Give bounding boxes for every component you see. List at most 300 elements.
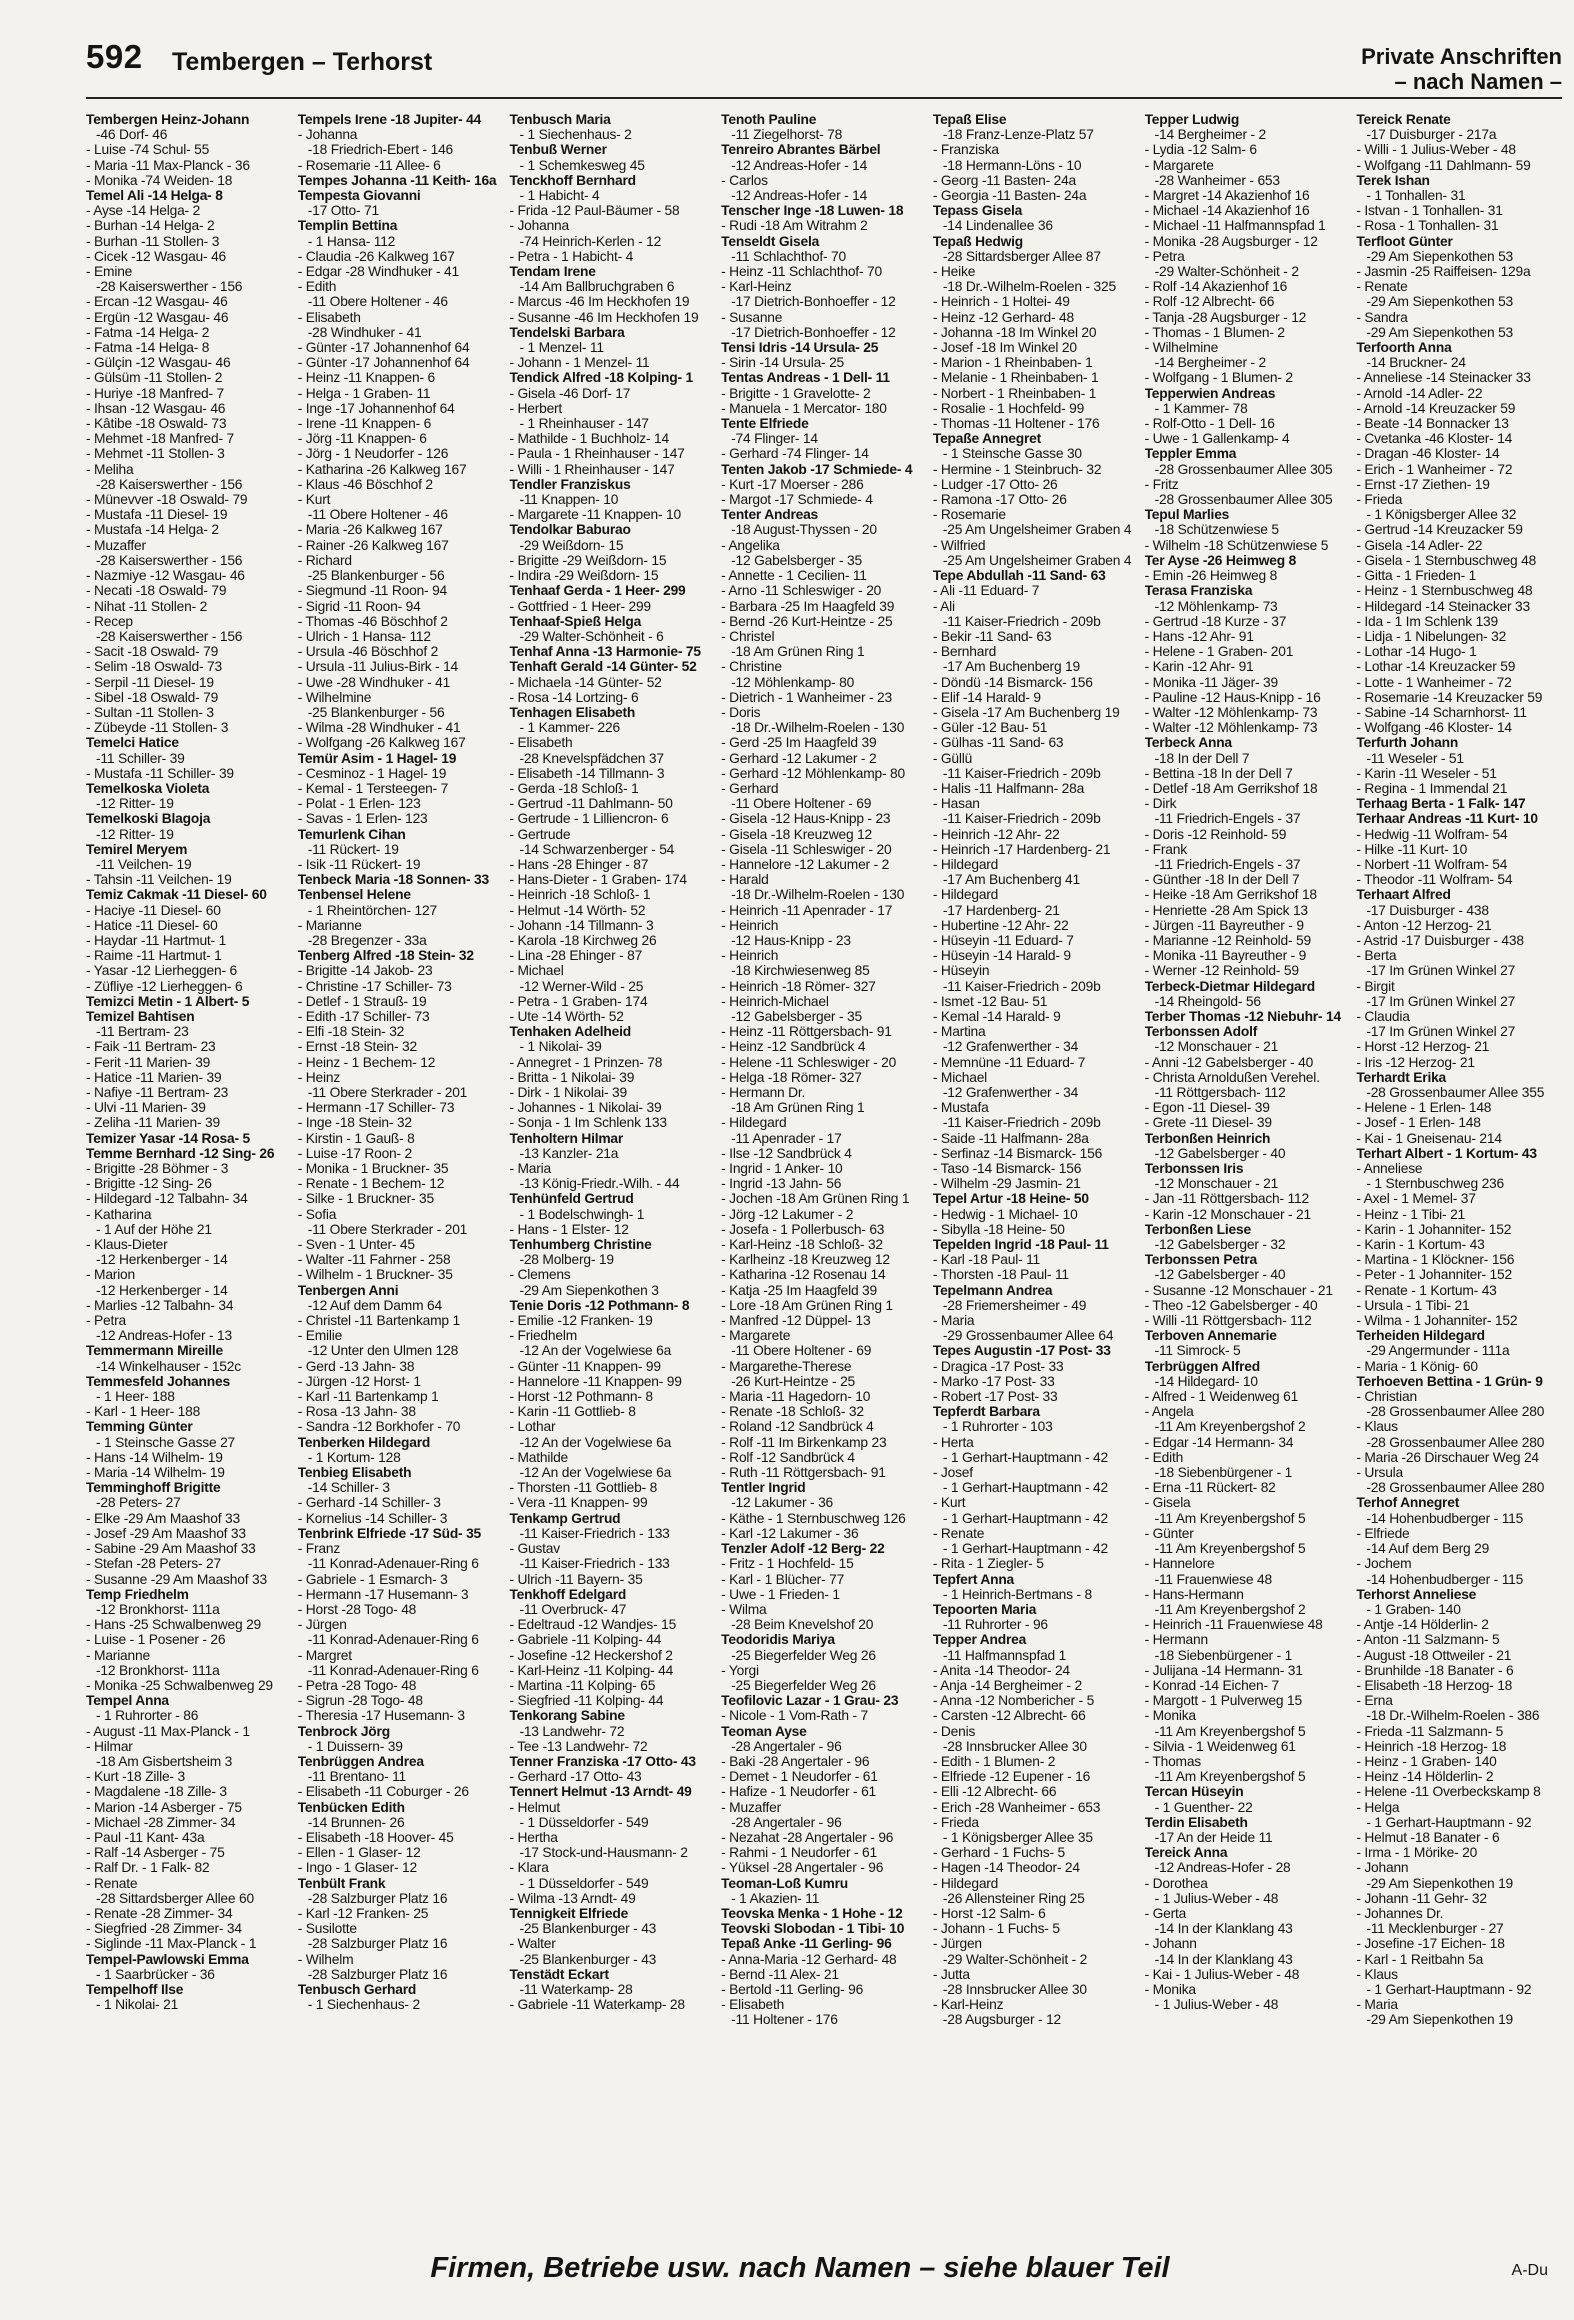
directory-entry: - Faik -11 Bertram- 23	[86, 1039, 216, 1055]
directory-entry: - Wilhelm -18 Schützenwiese 5	[1144, 537, 1329, 553]
directory-entry: Tepferdt Barbara	[932, 1404, 1040, 1420]
directory-entry: - Hannelore -11 Knappen- 99	[509, 1373, 682, 1389]
directory-entry: - Wilma - 1 Johanniter- 152	[1356, 1313, 1518, 1329]
directory-entry: -18 Schützenwiese 5	[1154, 522, 1279, 538]
directory-entry: - Heinz -11 Röttgersbach- 91	[721, 1024, 892, 1040]
directory-entry: - Heinz - 1 Graben- 140	[1356, 1753, 1497, 1769]
directory-entry: -28 Angertaler - 96	[731, 1738, 842, 1754]
directory-entry: -18 Am Gisbertsheim 3	[96, 1753, 233, 1769]
directory-entry: - Susilotte	[297, 1921, 357, 1937]
directory-entry: Tenhaken Adelheid	[509, 1024, 631, 1040]
directory-entry: Temminghoff Brigitte	[86, 1480, 221, 1496]
directory-entry: Terbrüggen Alfred	[1144, 1358, 1261, 1374]
directory-entry: Tentler Ingrid	[721, 1480, 806, 1496]
directory-entry: -18 Siebenbürgener - 1	[1154, 1647, 1293, 1663]
directory-entry: - Taso -14 Bismarck- 156	[932, 1161, 1082, 1177]
directory-entry: -28 Grossenbaumer Allee 355	[1366, 1085, 1545, 1100]
directory-entry: - Yüksel -28 Angertaler - 96	[721, 1860, 884, 1876]
directory-entry: Tendler Franziskus	[509, 476, 631, 492]
header-rule	[86, 97, 1562, 99]
directory-entry: - Kemal - 1 Tersteegen- 7	[297, 780, 449, 796]
directory-entry: - Johann -11 Gehr- 32	[1356, 1890, 1487, 1906]
directory-entry: Tenckhoff Bernhard	[509, 172, 636, 188]
directory-entry: - Ayse -14 Helga- 2	[86, 203, 201, 219]
directory-entry: Terbonssen Petra	[1144, 1252, 1257, 1268]
directory-entry: - Gisela - 1 Sternbuschweg 48	[1356, 552, 1537, 568]
directory-entry: - Ilse -12 Sandbrück 4	[721, 1145, 852, 1161]
directory-entry: - Renate	[1356, 279, 1408, 295]
directory-entry: - Gisela -46 Dorf- 17	[509, 385, 631, 401]
directory-entry: - Gabriele - 1 Esmarch- 3	[297, 1571, 448, 1587]
directory-entry: - Christine -17 Schiller- 73	[297, 978, 452, 994]
directory-entry: - Sultan -11 Stollen- 3	[86, 704, 214, 720]
directory-entry: - Nihat -11 Stollen- 2	[86, 598, 208, 614]
directory-entry: - Carlos	[721, 172, 768, 188]
directory-entry: Tenten Jakob -17 Schmiede- 4	[721, 461, 913, 477]
directory-entry: - August -18 Ottweiler - 21	[1356, 1647, 1512, 1663]
directory-entry: -11 Friedrich-Engels - 37	[1154, 811, 1301, 827]
directory-column-4	[721, 112, 927, 2200]
directory-entry: - Tee -13 Landwehr- 72	[509, 1738, 648, 1754]
directory-entry: - Erna	[1356, 1693, 1393, 1709]
directory-entry: -18 Hermann-Löns - 10	[942, 157, 1082, 173]
directory-entry: - Dragica -17 Post- 33	[932, 1358, 1064, 1374]
directory-entry: - Jutta	[932, 1966, 970, 1982]
directory-entry: -12 An der Vogelwiese 6a	[519, 1434, 672, 1450]
directory-entry: -28 Friemersheimer - 49	[942, 1297, 1087, 1313]
directory-entry: - Mathilde	[509, 1449, 569, 1465]
directory-entry: - Michael	[509, 963, 564, 979]
directory-entry: Tenkhoff Edelgard	[509, 1586, 627, 1602]
directory-entry: - Fatma -14 Helga- 2	[86, 324, 210, 340]
directory-entry: - Ute -14 Wörth- 52	[509, 1008, 624, 1024]
directory-entry: - 1 Gerhart-Hauptmann - 42	[942, 1480, 1108, 1496]
directory-entry: - Edith	[297, 279, 337, 295]
directory-entry: Terasa Franziska	[1144, 583, 1253, 599]
directory-entry: - Josef	[932, 1465, 973, 1481]
directory-entry: - Brigitte -14 Jakob- 23	[297, 963, 433, 979]
directory-entry: Tepaß Elise	[932, 112, 1007, 127]
directory-entry: Tenkorang Sabine	[509, 1708, 625, 1724]
directory-entry: -12 Gabelsberger - 40	[1154, 1145, 1286, 1161]
directory-entry: - Gabriele -11 Kolping- 44	[509, 1632, 662, 1648]
directory-entry: - Johannes Dr.	[1356, 1905, 1444, 1921]
directory-entry: -11 Holtener - 176	[731, 2012, 838, 2028]
directory-entry: -18 Kirchwiesenweg 85	[731, 963, 870, 979]
directory-entry: - Ellen - 1 Glaser- 12	[297, 1845, 421, 1861]
directory-entry: Terheiden Hildegard	[1356, 1328, 1485, 1344]
directory-entry: - Arnold -14 Adler- 22	[1356, 385, 1483, 401]
directory-entry: - Polat - 1 Erlen- 123	[297, 796, 421, 812]
directory-entry: -11 Kaiser-Friedrich - 209b	[942, 811, 1101, 827]
directory-entry: - Indira -29 Weißdorn- 15	[509, 568, 659, 584]
directory-entry: - Maria	[932, 1313, 975, 1329]
directory-entry: - Mustafa -11 Schiller- 39	[86, 765, 234, 781]
directory-entry: -14 Am Ballbruchgraben 6	[519, 279, 675, 295]
directory-entry: -11 Obere Holtener - 46	[307, 294, 448, 310]
directory-entry: -12 An der Vogelwiese 6a	[519, 1465, 672, 1481]
directory-entry: Tempesta Giovanni	[297, 188, 421, 204]
directory-entry: -12 Andreas-Hofer - 28	[1154, 1860, 1291, 1876]
directory-entry: Tensi Idris -14 Ursula- 25	[721, 340, 879, 356]
directory-entry: - Kurt -17 Moerser - 286	[721, 476, 864, 492]
directory-entry: -17 Dietrich-Bonhoeffer - 12	[731, 324, 896, 340]
directory-entry: Terber Thomas -12 Niebuhr- 14	[1144, 1008, 1341, 1024]
directory-entry: - Brigitte - 1 Gravelotte- 2	[721, 385, 871, 401]
directory-entry: -11 Am Kreyenbergshof 5	[1154, 1510, 1306, 1526]
directory-entry: - August -11 Max-Planck - 1	[86, 1723, 250, 1739]
directory-entry: - Michaela -14 Günter- 52	[509, 674, 662, 690]
directory-entry: -14 Hildegard- 10	[1154, 1373, 1258, 1389]
directory-entry: - Yasar -12 Lierheggen- 6	[86, 963, 237, 979]
directory-entry: - Heinrich -18 Schloß- 1	[509, 887, 651, 903]
directory-entry: - Raime -11 Hartmut- 1	[86, 948, 222, 964]
directory-entry: - Josef -29 Am Maashof 33	[86, 1525, 246, 1541]
directory-entry: - Fritz	[1144, 476, 1179, 492]
directory-entry: - Thorsten -18 Paul- 11	[932, 1267, 1069, 1283]
directory-entry: -17 Otto- 71	[307, 203, 379, 219]
directory-entry: - Günter	[1144, 1525, 1194, 1541]
directory-entry: - Heinrich -11 Frauenwiese 48	[1144, 1617, 1323, 1633]
directory-entry: - Gertrude	[509, 826, 571, 842]
directory-entry: Tenhünfeld Gertrud	[509, 1191, 634, 1207]
directory-entry: -12 Möhlenkamp- 73	[1154, 598, 1278, 614]
directory-entry: - Sigrun -28 Togo- 48	[297, 1693, 423, 1709]
directory-entry: Temirel Meryem	[86, 841, 188, 857]
directory-entry: - Norbert -11 Wolfram- 54	[1356, 856, 1508, 872]
directory-entry: - Rolf -12 Albrecht- 66	[1144, 294, 1275, 310]
directory-entry: Temming Günter	[86, 1419, 193, 1435]
directory-entry: -26 Kurt-Heintze - 25	[731, 1373, 856, 1389]
directory-entry: - Emilie -12 Franken- 19	[509, 1313, 653, 1329]
directory-entry: -11 Frauenwiese 48	[1154, 1571, 1272, 1587]
directory-entry: Tenholtern Hilmar	[509, 1130, 624, 1146]
directory-entry: - Monika -28 Augsburger - 12	[1144, 233, 1318, 249]
directory-entry: -18 In der Dell 7	[1154, 750, 1250, 766]
directory-entry: - Hubertine -12 Ahr- 22	[932, 917, 1069, 933]
directory-entry: - Heinz -12 Sandbrück 4	[721, 1039, 866, 1055]
directory-entry: - 1 Gerhart-Hauptmann - 92	[1366, 1981, 1532, 1997]
directory-entry: - Maria	[1356, 1997, 1398, 2013]
directory-entry: - Savas - 1 Erlen- 123	[297, 811, 428, 827]
directory-entry: - Bekir -11 Sand- 63	[932, 628, 1052, 644]
directory-entry: - Jörg - 1 Neudorfer - 126	[297, 446, 449, 462]
directory-entry: - Rahmi - 1 Neudorfer - 61	[721, 1845, 877, 1861]
directory-entry: - Elfi -18 Stein- 32	[297, 1024, 405, 1040]
directory-entry: - Tanja -28 Augsburger - 12	[1144, 309, 1307, 325]
directory-entry: - Monika -11 Jäger- 39	[1144, 674, 1278, 690]
directory-entry: - Silvia - 1 Weidenweg 61	[1144, 1738, 1296, 1754]
directory-entry: - Manuela - 1 Mercator- 180	[721, 400, 887, 416]
directory-entry: -11 Simrock- 5	[1154, 1343, 1241, 1359]
directory-entry: - Maria -14 Wilhelm- 19	[86, 1465, 225, 1481]
directory-entry: - Karin -11 Weseler - 51	[1356, 765, 1497, 781]
directory-entry: Temurlenk Cihan	[297, 826, 406, 842]
directory-entry: - Gülhas -11 Sand- 63	[932, 735, 1064, 751]
directory-entry: - Sandra -12 Borkhofer - 70	[297, 1419, 461, 1435]
directory-entry: - Ernst -18 Stein- 32	[297, 1039, 417, 1055]
directory-entry: - Bernd -11 Alex- 21	[721, 1966, 839, 1982]
directory-entry: Tepe Abdullah -11 Sand- 63	[932, 568, 1106, 584]
directory-entry: -12 Ritter- 19	[96, 796, 174, 812]
directory-entry: - Heinrich - 1 Holtei- 49	[932, 294, 1070, 310]
directory-entry: - Brigitte -28 Böhmer - 3	[86, 1161, 229, 1177]
directory-entry: Tenbusch Gerhard	[297, 1981, 417, 1997]
directory-entry: -12 Monschauer - 21	[1154, 1176, 1279, 1192]
directory-entry: - Gisela	[1144, 1495, 1191, 1511]
directory-entry: -17 Hardenberg- 21	[942, 902, 1060, 918]
directory-entry: - Emilie	[297, 1328, 343, 1344]
directory-entry: - Anton -11 Salzmann- 5	[1356, 1632, 1500, 1648]
directory-entry: - Beate -14 Bonnacker 13	[1356, 416, 1509, 432]
directory-entry: Ter Ayse -26 Heimweg 8	[1144, 552, 1297, 568]
directory-entry: Temp Friedhelm	[86, 1586, 189, 1602]
directory-column-6	[1145, 112, 1351, 2200]
directory-entry: Teovska Menka - 1 Hohe - 12	[721, 1905, 903, 1921]
directory-entry: - Christa Arnoldußen Verehel.	[1144, 1069, 1320, 1085]
directory-entry: - 1 Menzel- 11	[519, 340, 604, 356]
directory-entry: Tenbrüggen Andrea	[297, 1753, 424, 1769]
directory-entry: -11 Schiller- 39	[96, 750, 185, 766]
directory-entry: -28 Knevelspfädchen 37	[519, 750, 664, 766]
directory-entry: -74 Heinrich-Kerlen - 12	[519, 233, 662, 249]
directory-column-2	[298, 112, 504, 2200]
directory-entry: Terhaar Andreas -11 Kurt- 10	[1356, 811, 1538, 827]
directory-entry: Temelci Hatice	[86, 735, 179, 751]
directory-entry: - Hildegard	[932, 887, 999, 903]
directory-entry: -12 Gabelsberger - 32	[1154, 1237, 1286, 1253]
directory-entry: - Ergün -12 Wasgau- 46	[86, 309, 229, 325]
directory-entry: - 1 Königsberger Allee 32	[1366, 507, 1517, 523]
directory-entry: -25 Biegerfelder Weg 26	[731, 1647, 876, 1663]
directory-entry: - Edith - 1 Blumen- 2	[932, 1753, 1056, 1769]
directory-entry: - Johanna	[509, 218, 570, 234]
directory-entry: - Ernst -17 Ziethen- 19	[1356, 476, 1490, 492]
directory-entry: - Frieda	[932, 1814, 979, 1830]
directory-entry: -11 Kaiser-Friedrich - 133	[519, 1525, 670, 1541]
directory-entry: - Walter -12 Möhlenkamp- 73	[1144, 720, 1318, 736]
directory-entry: - Kemal -14 Harald- 9	[932, 1008, 1061, 1024]
directory-entry: -28 Windhuker - 41	[307, 324, 422, 340]
directory-entry: - Monika -11 Bayreuther - 9	[1144, 948, 1307, 964]
directory-entry: - Michael	[932, 1069, 988, 1085]
directory-entry: - Anna-Maria -12 Gerhard- 48	[721, 1951, 897, 1967]
directory-entry: - Kurt -18 Zille- 3	[86, 1769, 185, 1785]
directory-entry: -11 Rückert- 19	[307, 841, 399, 857]
directory-entry: - Necati -18 Oswald- 79	[86, 583, 227, 599]
directory-entry: - Berta	[1356, 948, 1397, 964]
directory-entry: - Ali	[932, 598, 955, 614]
directory-entry: - Susanne	[721, 309, 783, 325]
directory-entry: Terhardt Erika	[1356, 1069, 1447, 1085]
directory-entry: -14 In der Klanklang 43	[1154, 1951, 1293, 1967]
directory-entry: - Rainer -26 Kalkweg 167	[297, 537, 449, 553]
directory-entry: - Elke -29 Am Maashof 33	[86, 1510, 240, 1526]
directory-entry: - Münevver -18 Oswald- 79	[86, 492, 248, 508]
directory-entry: Terbonßen Liese	[1144, 1221, 1251, 1237]
directory-entry: - Heinrich	[721, 917, 779, 933]
directory-entry: Tenhaf Anna -13 Harmonie- 75	[509, 644, 701, 660]
directory-entry: Tenreiro Abrantes Bärbel	[721, 142, 881, 158]
directory-entry: - Karin - 1 Kortum- 43	[1356, 1237, 1485, 1253]
directory-entry: - Sigrid -11 Roon- 94	[297, 598, 421, 614]
directory-entry: Tepelden Ingrid -18 Paul- 11	[932, 1237, 1109, 1253]
directory-entry: - Günter -11 Knappen- 99	[509, 1358, 661, 1374]
directory-entry: - Walter	[509, 1936, 556, 1952]
directory-entry: - Wilhelmine	[1144, 340, 1219, 356]
directory-entry: Tepul Marlies	[1144, 507, 1230, 523]
directory-entry: - Claudia	[1356, 1008, 1410, 1024]
directory-entry: -11 Veilchen- 19	[96, 856, 192, 872]
directory-entry: - Georg -11 Basten- 24a	[932, 172, 1077, 188]
directory-entry: -11 Mecklenburger - 27	[1366, 1921, 1504, 1937]
directory-entry: - Ursula	[1356, 1465, 1404, 1481]
directory-entry: - Regina - 1 Immendal 21	[1356, 780, 1508, 796]
directory-entry: - Christel -11 Bartenkamp 1	[297, 1313, 460, 1329]
directory-entry: - Mehmet -18 Manfred- 7	[86, 431, 234, 447]
directory-entry: -11 Overbruck- 47	[519, 1601, 627, 1617]
directory-entry: -14 Lindenallee 36	[942, 218, 1053, 234]
directory-entry: - Helene -11 Overbeckskamp 8	[1356, 1784, 1541, 1800]
directory-entry: -17 Duisburger - 217a	[1366, 127, 1497, 143]
directory-entry: -18 Siebenbürgener - 1	[1154, 1465, 1293, 1481]
directory-entry: Tenstädt Eckart	[509, 1966, 609, 1982]
directory-entry: Terhaart Alfred	[1356, 887, 1451, 903]
directory-entry: - Josefine -12 Heckershof 2	[509, 1647, 673, 1663]
directory-entry: - Gisela -18 Kreuzweg 12	[721, 826, 873, 842]
directory-entry: Tenhaft Gerald -14 Günter- 52	[509, 659, 697, 675]
directory-entry: - Ursula -46 Böschhof 2	[297, 644, 439, 660]
directory-entry: - Karl -18 Paul- 11	[932, 1252, 1041, 1268]
directory-entry: Terhof Annegret	[1356, 1495, 1460, 1511]
directory-entry: - Gülçin -12 Wasgau- 46	[86, 355, 231, 371]
directory-entry: Terbonssen Iris	[1144, 1161, 1244, 1177]
directory-entry: - Barbara -25 Im Haagfeld 39	[721, 598, 895, 614]
directory-entry: - Gertrud -14 Kreuzacker 59	[1356, 522, 1523, 538]
directory-entry: Temizel Bahtisen	[86, 1008, 195, 1024]
directory-entry: - 1 Siechenhaus- 2	[519, 127, 632, 143]
directory-entry: - Lydia -12 Salm- 6	[1144, 142, 1257, 158]
directory-entry: - Erich -28 Wanheimer - 653	[932, 1799, 1101, 1815]
directory-entry: -12 An der Vogelwiese 6a	[519, 1343, 672, 1359]
directory-entry: -13 Kanzler- 21a	[519, 1145, 619, 1161]
directory-entry: - Heinz -11 Schlachthof- 70	[721, 264, 882, 280]
directory-entry: - 1 Kortum- 128	[307, 1449, 401, 1465]
directory-entry: Temmesfeld Johannes	[86, 1373, 230, 1389]
directory-entry: - Wilhelmine	[297, 689, 372, 705]
directory-entry: - Jasmin -25 Raiffeisen- 129a	[1356, 264, 1531, 280]
directory-entry: - Heinz	[297, 1069, 341, 1085]
directory-entry: - Theo -12 Gabelsberger - 40	[1144, 1297, 1318, 1313]
directory-entry: Tepperwien Andreas	[1144, 385, 1276, 401]
directory-entry: - Claudia -26 Kalkweg 167	[297, 248, 455, 264]
directory-entry: - Thomas -11 Holtener - 176	[932, 416, 1100, 432]
directory-entry: - Heinz - 1 Sternbuschweg 48	[1356, 583, 1533, 599]
directory-entry: - Karl -12 Lakumer - 36	[721, 1525, 859, 1541]
directory-entry: - Doris	[721, 704, 761, 720]
directory-entry: -14 Hohenbudberger - 115	[1366, 1571, 1524, 1587]
directory-entry: - Meliha	[86, 461, 134, 477]
directory-entry: -28 Augsburger - 12	[942, 2012, 1062, 2028]
directory-entry: -12 Lakumer - 36	[731, 1495, 834, 1511]
directory-entry: - Willi - 1 Julius-Weber - 48	[1356, 142, 1516, 158]
directory-entry: - Haciye -11 Diesel- 60	[86, 902, 221, 918]
directory-entry: - Karl -11 Bartenkamp 1	[297, 1389, 439, 1405]
directory-entry: - Melanie - 1 Rheinbaben- 1	[932, 370, 1099, 386]
directory-entry: -14 Schwarzenberger - 54	[519, 841, 675, 857]
directory-entry: - Karl-Heinz	[721, 279, 792, 295]
directory-entry: - Maria -11 Hagedorn- 10	[721, 1389, 871, 1405]
directory-entry: -11 Kaiser-Friedrich - 209b	[942, 1115, 1101, 1131]
directory-entry: - Nezahat -28 Angertaler - 96	[721, 1829, 894, 1845]
directory-entry: - Paula - 1 Rheinhauser - 147	[509, 446, 685, 462]
directory-entry: - Edgar -28 Windhuker - 41	[297, 264, 459, 280]
directory-entry: Terhaag Berta - 1 Falk- 147	[1356, 796, 1526, 812]
directory-entry: -28 Angertaler - 96	[731, 1814, 842, 1830]
directory-entry: - Kai - 1 Gneisenau- 214	[1356, 1130, 1502, 1146]
directory-entry: Tempelhoff Ilse	[86, 1981, 184, 1997]
directory-entry: - 1 Hansa- 112	[307, 233, 396, 249]
directory-entry: - Katja -25 Im Haagfeld 39	[721, 1282, 878, 1298]
directory-entry: - Elisabeth -14 Tillmann- 3	[509, 765, 665, 781]
directory-entry: - Anja -14 Bergheimer - 2	[932, 1677, 1083, 1693]
directory-entry: - Johanna -18 Im Winkel 20	[932, 324, 1097, 340]
directory-entry: -11 Bertram- 23	[96, 1024, 189, 1040]
directory-entry: - Uwe - 1 Frieden- 1	[721, 1586, 840, 1602]
directory-entry: - Ralf -14 Asberger - 75	[86, 1845, 225, 1861]
directory-entry: - Michael -11 Halfmannspfad 1	[1144, 218, 1326, 234]
directory-entry: -11 Weseler - 51	[1366, 750, 1464, 766]
directory-entry: - Sandra	[1356, 309, 1408, 325]
directory-entry: - Gerhard -12 Möhlenkamp- 80	[721, 765, 905, 781]
directory-entry: -11 Ruhrorter - 96	[942, 1617, 1048, 1633]
directory-entry: -28 Bregenzer - 33a	[307, 932, 427, 948]
directory-entry: - Rita - 1 Ziegler- 5	[932, 1556, 1044, 1572]
directory-entry: - Bertold -11 Gerling- 96	[721, 1981, 864, 1997]
directory-entry: Tepfert Anna	[932, 1571, 1015, 1587]
directory-entry: - Petra - 1 Habicht- 4	[509, 248, 634, 264]
directory-entry: - Ursula -11 Julius-Birk - 14	[297, 659, 459, 675]
directory-entry: Tenbült Frank	[297, 1875, 386, 1891]
directory-entry: Tercan Hüseyin	[1144, 1784, 1244, 1800]
directory-entry: - Anneliese	[1356, 1161, 1423, 1177]
directory-entry: -12 Herkenberger - 14	[96, 1252, 228, 1268]
directory-entry: - Marcus -46 Im Heckhofen 19	[509, 294, 690, 310]
directory-entry: -14 Hohenbudberger - 115	[1366, 1510, 1524, 1526]
directory-entry: -28 Molberg- 19	[519, 1252, 614, 1268]
directory-entry: -28 Wanheimer - 653	[1154, 172, 1280, 188]
directory-entry: - Christel	[721, 628, 775, 644]
directory-entry: - Maria -11 Max-Planck - 36	[86, 157, 250, 173]
directory-entry: - Clemens	[509, 1267, 571, 1283]
directory-entry: - Sven - 1 Unter- 45	[297, 1237, 415, 1253]
directory-entry: - 1 Düsseldorfer - 549	[519, 1875, 649, 1891]
directory-entry: - Marko -17 Post- 33	[932, 1373, 1055, 1389]
directory-entry: - Hermann -17 Schiller- 73	[297, 1100, 455, 1116]
directory-entry: Tennert Helmut -13 Arndt- 49	[509, 1784, 692, 1800]
directory-entry: - Güler -12 Bau- 51	[932, 720, 1048, 736]
directory-entry: - Thomas	[1144, 1753, 1202, 1769]
directory-entry: - Theodor -11 Wolfram- 54	[1356, 872, 1513, 888]
directory-entry: - Johann - 1 Fuchs- 5	[932, 1921, 1060, 1937]
directory-entry: - Hermine - 1 Steinbruch- 32	[932, 461, 1102, 477]
directory-entry: - Martina	[932, 1024, 986, 1040]
directory-entry: -14 Bergheimer - 2	[1154, 355, 1267, 371]
directory-entry: - Antje -14 Hölderlin- 2	[1356, 1617, 1489, 1633]
directory-entry: - Rosemarie	[932, 507, 1006, 523]
directory-entry: -11 Friedrich-Engels - 37	[1154, 856, 1301, 872]
directory-entry: -17 Im Grünen Winkel 27	[1366, 993, 1516, 1009]
